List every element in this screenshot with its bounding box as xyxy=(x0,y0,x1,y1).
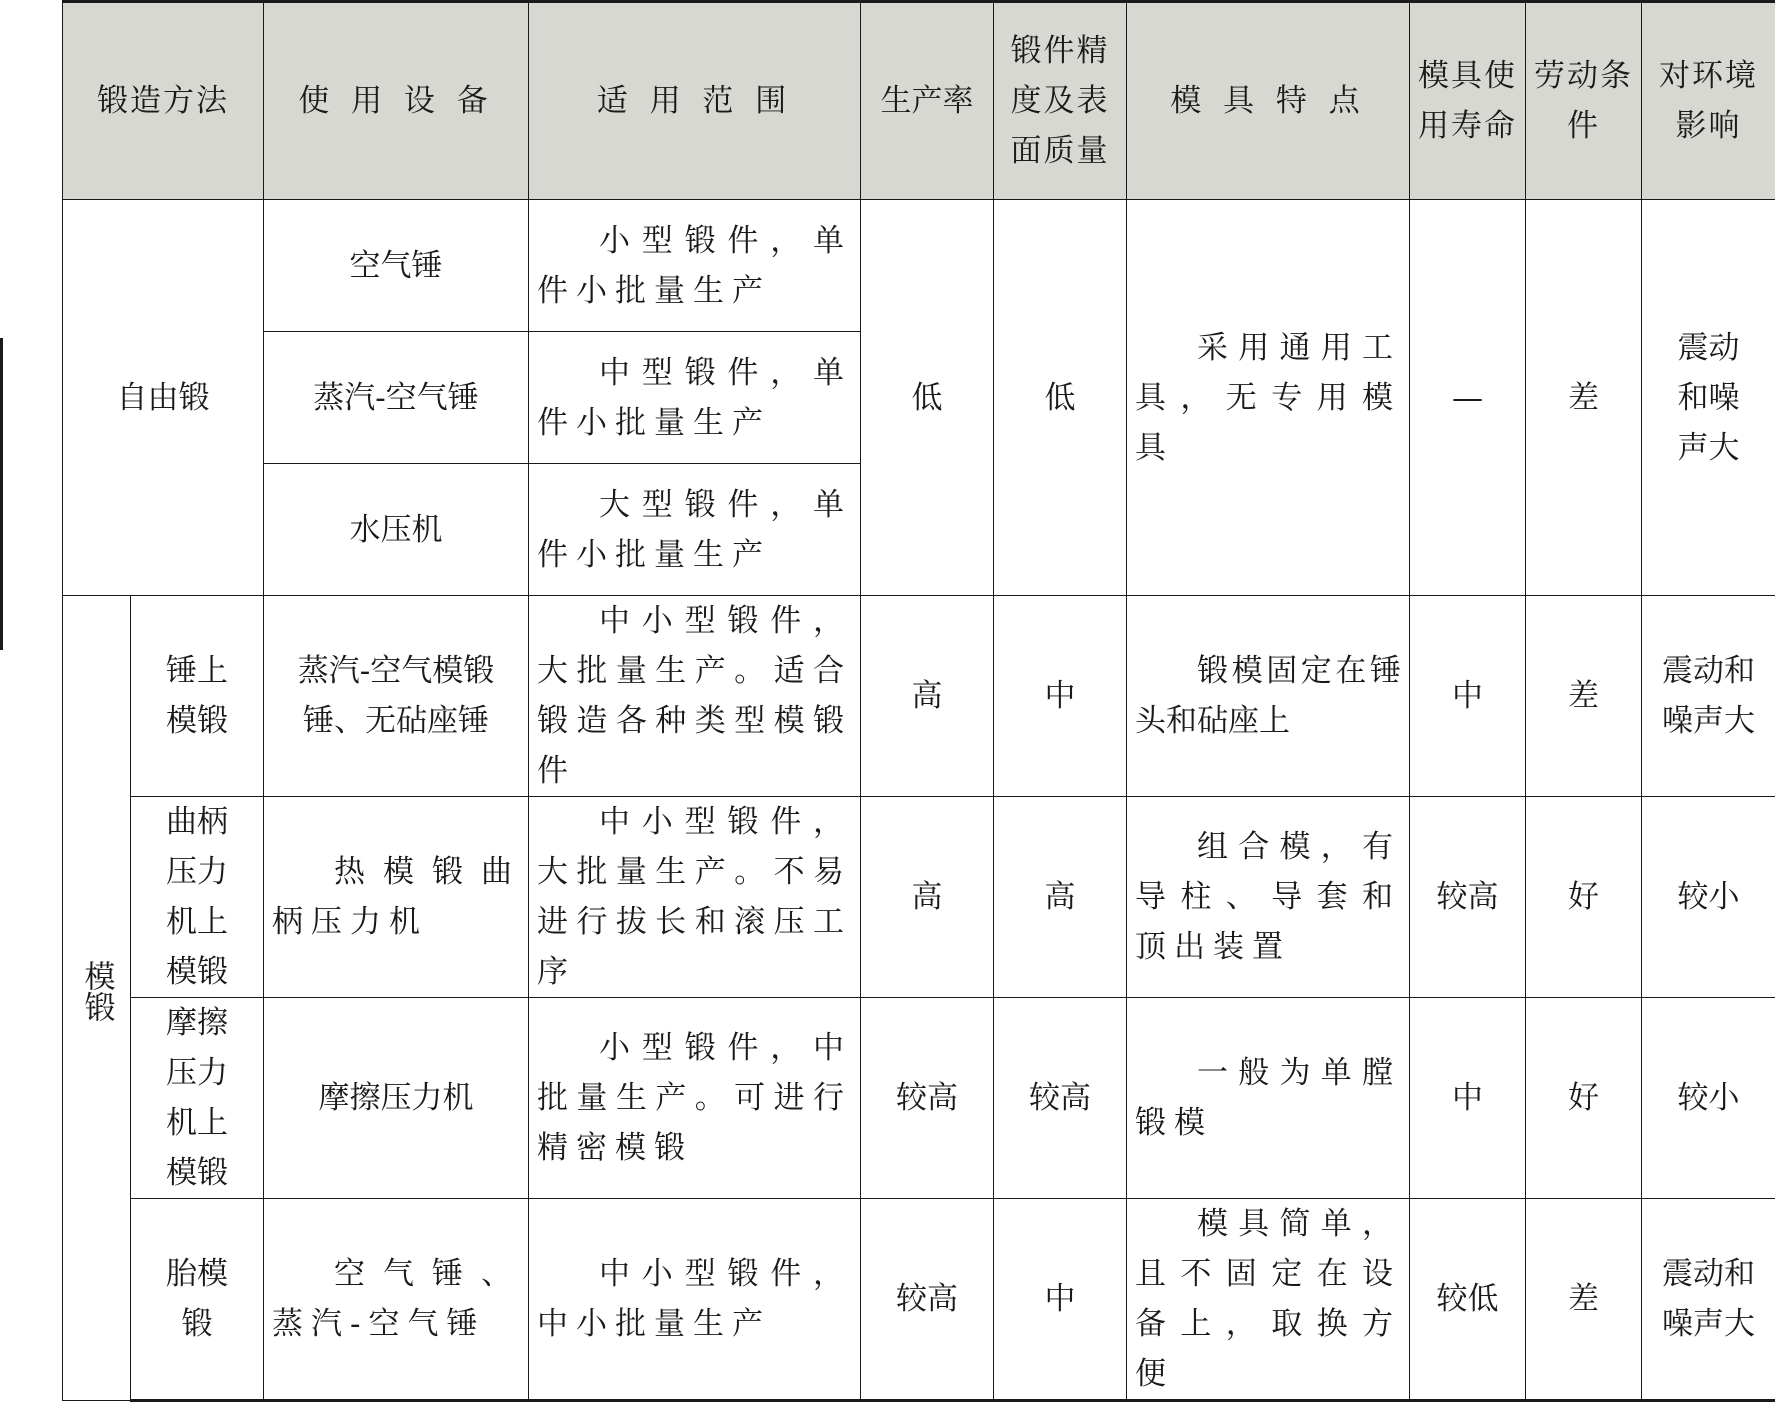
equipment-cell: 水压机 xyxy=(264,464,529,596)
equipment-cell: 热模锻曲柄压力机 xyxy=(264,797,529,998)
equipment-cell: 摩擦压力机 xyxy=(264,998,529,1199)
die-features-cell: 采用通用工具，无专用模具 xyxy=(1127,200,1410,596)
environment-cell: 震动和噪声大 xyxy=(1642,1199,1775,1401)
equipment-cell: 空气锤、蒸汽-空气锤 xyxy=(264,1199,529,1401)
header-die-life: 模具使用寿命 xyxy=(1410,3,1526,200)
die-life-cell: 较低 xyxy=(1410,1199,1526,1401)
environment-cell: 震动和噪声大 xyxy=(1642,596,1775,797)
die-forging-label: 模锻 xyxy=(72,960,122,1022)
die-forging-method xyxy=(63,596,131,1401)
sub-method-cell: 摩擦压力机上模锻 xyxy=(131,998,264,1199)
scope-cell: 中小型锻件，大批量生产。适合锻造各种类型模锻件 xyxy=(529,596,861,797)
page-margin-bar xyxy=(0,338,3,650)
productivity-cell: 较高 xyxy=(861,1199,994,1401)
sub-method-cell: 胎模锻 xyxy=(131,1199,264,1401)
die-features-cell: 一般为单膛锻模 xyxy=(1127,998,1410,1199)
scope-cell: 中型锻件，单件小批量生产 xyxy=(529,332,861,464)
table-row xyxy=(63,1199,1775,1401)
environment-cell: 较小 xyxy=(1642,998,1775,1199)
equipment-cell: 空气锤 xyxy=(264,200,529,332)
die-life-cell: 中 xyxy=(1410,998,1526,1199)
productivity-cell: 较高 xyxy=(861,998,994,1199)
scope-cell: 小型锻件，中批量生产。可进行精密模锻 xyxy=(529,998,861,1199)
header-row xyxy=(63,3,1775,200)
precision-cell: 中 xyxy=(994,1199,1127,1401)
header-environment: 对环境影响 xyxy=(1642,3,1775,200)
header-labor: 劳动条件 xyxy=(1526,3,1642,200)
precision-cell: 较高 xyxy=(994,998,1127,1199)
labor-cell: 差 xyxy=(1526,596,1642,797)
die-life-cell: 中 xyxy=(1410,596,1526,797)
equipment-cell: 蒸汽-空气锤 xyxy=(264,332,529,464)
precision-cell: 高 xyxy=(994,797,1127,998)
table-row xyxy=(63,797,1775,998)
table-row xyxy=(63,596,1775,797)
die-life-cell: 较高 xyxy=(1410,797,1526,998)
labor-cell: 好 xyxy=(1526,998,1642,1199)
precision-cell: 中 xyxy=(994,596,1127,797)
header-die-features: 模 具 特 点 xyxy=(1127,3,1410,200)
header-precision: 锻件精度及表面质量 xyxy=(994,3,1127,200)
header-scope: 适 用 范 围 xyxy=(529,3,861,200)
environment-cell: 震动和噪声大 xyxy=(1642,200,1775,596)
scope-cell: 中小型锻件，大批量生产。不易进行拔长和滚压工序 xyxy=(529,797,861,998)
die-features-cell: 锻模固定在锤头和砧座上 xyxy=(1127,596,1410,797)
die-features-cell: 组合模，有导柱、导套和顶出装置 xyxy=(1127,797,1410,998)
precision-cell: 低 xyxy=(994,200,1127,596)
equipment-cell: 蒸汽-空气模锻锤、无砧座锤 xyxy=(264,596,529,797)
header-productivity: 生产率 xyxy=(861,3,994,200)
header-equipment: 使 用 设 备 xyxy=(264,3,529,200)
productivity-cell: 高 xyxy=(861,797,994,998)
free-forging-method: 自由锻 xyxy=(63,200,264,596)
die-features-cell: 模具简单，且不固定在设备上，取换方便 xyxy=(1127,1199,1410,1401)
scope-cell: 大型锻件，单件小批量生产 xyxy=(529,464,861,596)
scope-cell: 小型锻件，单件小批量生产 xyxy=(529,200,861,332)
productivity-cell: 高 xyxy=(861,596,994,797)
sub-method-cell: 曲柄压力机上模锻 xyxy=(131,797,264,998)
die-life-cell: — xyxy=(1410,200,1526,596)
table-row xyxy=(63,998,1775,1199)
environment-cell: 较小 xyxy=(1642,797,1775,998)
header-method: 锻造方法 xyxy=(63,3,264,200)
labor-cell: 好 xyxy=(1526,797,1642,998)
forging-methods-table xyxy=(62,2,1775,1402)
labor-cell: 差 xyxy=(1526,200,1642,596)
table-row xyxy=(63,200,1775,332)
sub-method-cell: 锤上模锻 xyxy=(131,596,264,797)
scope-cell: 中小型锻件，中小批量生产 xyxy=(529,1199,861,1401)
productivity-cell: 低 xyxy=(861,200,994,596)
labor-cell: 差 xyxy=(1526,1199,1642,1401)
